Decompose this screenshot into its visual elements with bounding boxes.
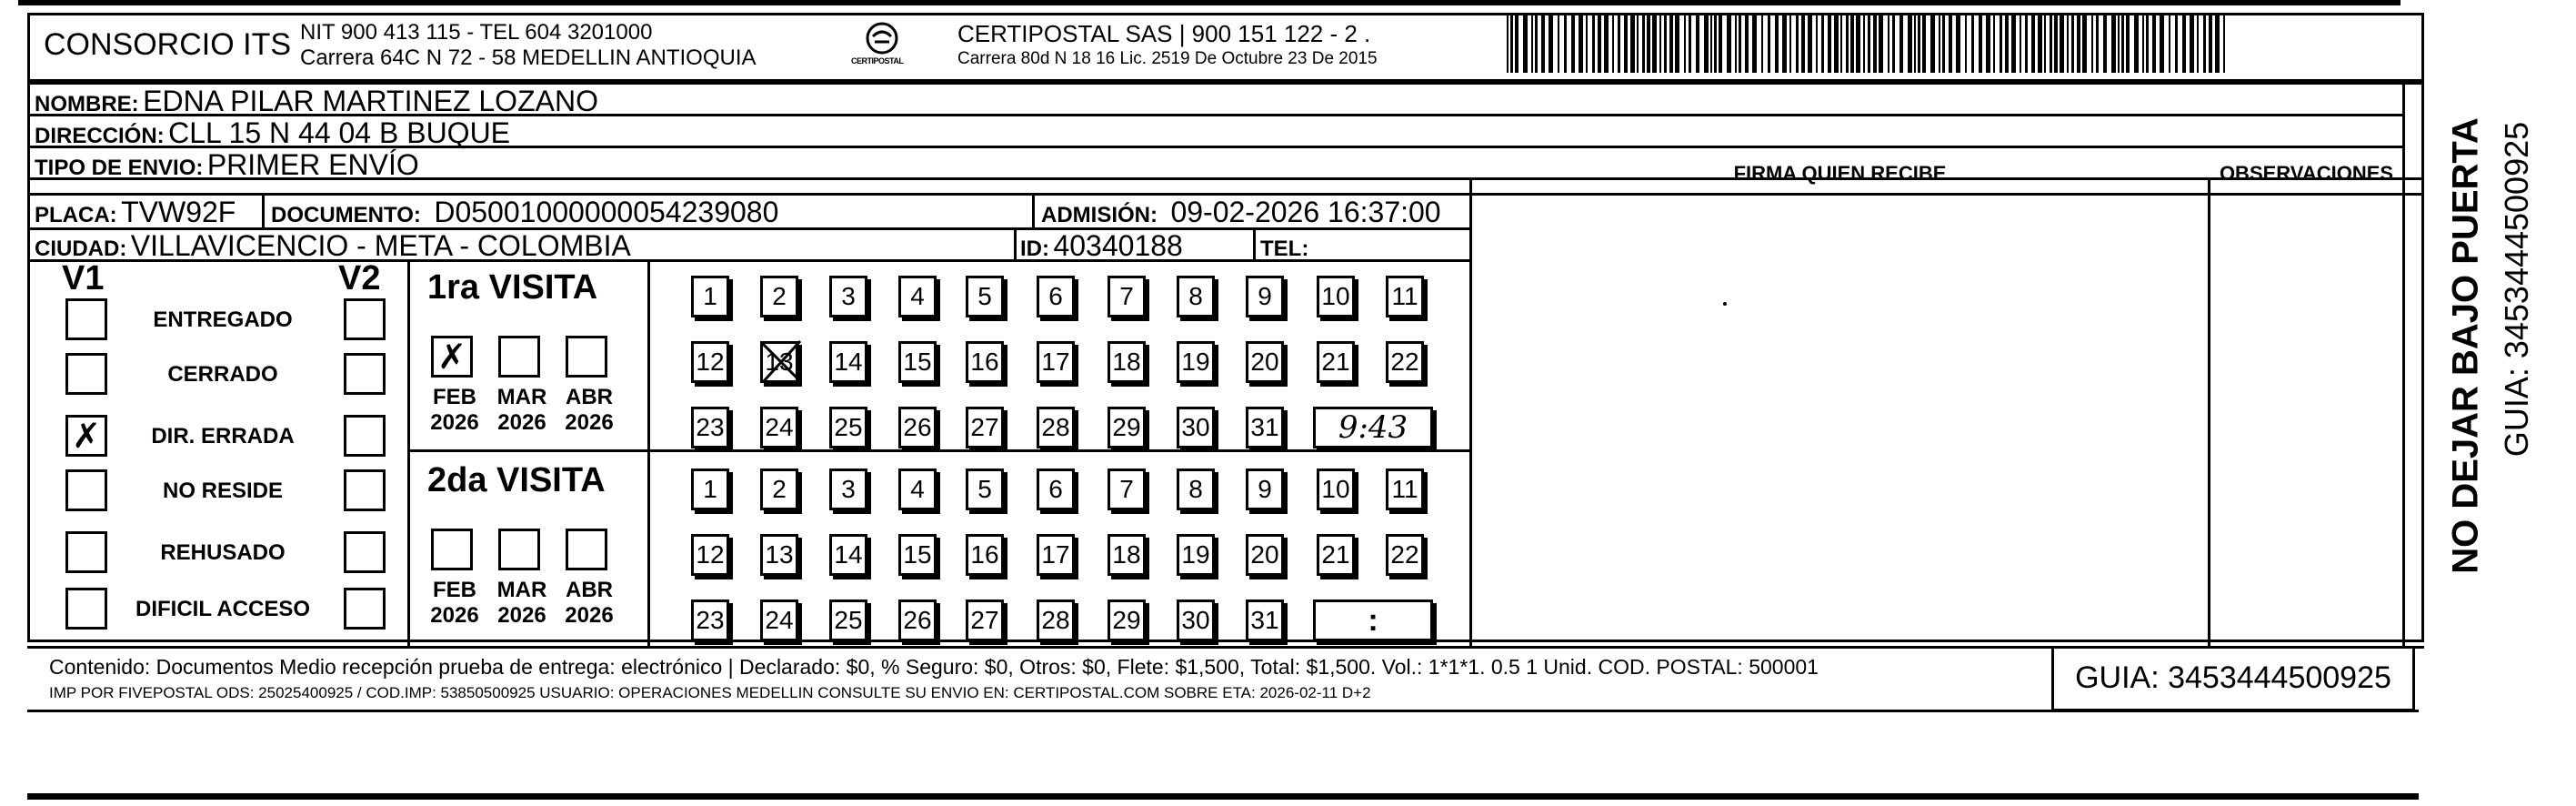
admission-value: 09-02-2026 16:37:00 xyxy=(1170,196,1441,228)
v2-checkbox[interactable] xyxy=(344,353,386,395)
barcode-bar xyxy=(1949,13,1952,73)
barcode-bar xyxy=(2142,13,2144,73)
company-name: CONSORCIO ITS xyxy=(44,27,292,62)
v2-checkbox[interactable] xyxy=(344,415,386,457)
barcode-bar xyxy=(1908,13,1912,73)
month-name: MAR xyxy=(496,385,547,409)
barcode-bar xyxy=(1704,13,1709,73)
barcode-bar xyxy=(1630,13,1635,73)
day-box[interactable]: 23 xyxy=(691,407,729,448)
id-label: ID: xyxy=(1020,237,1049,261)
barcode-bar xyxy=(2146,13,2149,73)
barcode-bar xyxy=(2044,13,2046,73)
barcode-bar xyxy=(2223,13,2225,73)
city-value: VILLAVICENCIO - META - COLOMBIA xyxy=(130,229,631,262)
v2-checkbox[interactable] xyxy=(344,588,386,630)
barcode-bar xyxy=(1846,13,1849,73)
barcode-bar xyxy=(1624,13,1628,73)
barcode-bar xyxy=(2160,13,2164,73)
content-line: Contenido: Documentos Medio recepción prueba de entrega: electrónico | Declarado: $0, % Seguro: $0, Otros: $0, Flete: $1,500, Total: $1,500. Vol.: 1*1*1. 0.5 1 Unid. COD. POSTAL: 500001 xyxy=(49,655,1819,679)
barcode-bar xyxy=(1727,13,1731,73)
day-box[interactable]: 10 xyxy=(1317,276,1355,317)
barcode-bar xyxy=(1549,13,1553,73)
day-box[interactable]: 21 xyxy=(1317,341,1355,383)
day-box[interactable]: 22 xyxy=(1386,534,1424,576)
footer-guia: GUIA: 3453444500925 xyxy=(2075,660,2391,695)
month-checkbox[interactable] xyxy=(566,529,607,570)
day-box[interactable]: 29 xyxy=(1108,599,1146,641)
month-label xyxy=(493,578,551,629)
barcode-bar xyxy=(2203,13,2206,73)
barcode-bar xyxy=(1768,13,1770,73)
barcode-bar xyxy=(2134,13,2139,73)
day-box[interactable]: 28 xyxy=(1037,407,1075,448)
day-box[interactable]: 8 xyxy=(1177,468,1215,510)
barcode-bar xyxy=(2054,13,2058,73)
plate-value: TVW92F xyxy=(121,196,236,228)
barcode-bar xyxy=(1965,13,1967,73)
signature-header: FIRMA QUIEN RECIBE xyxy=(1733,162,1947,185)
barcode-bar xyxy=(1669,13,1673,73)
day-box[interactable]: 18 xyxy=(1108,534,1146,576)
barcode-bar xyxy=(1761,13,1763,73)
v1-checkbox[interactable] xyxy=(65,469,107,511)
barcode-bar xyxy=(2175,13,2178,73)
barcode-bar xyxy=(2118,13,2120,73)
barcode-bar xyxy=(1652,13,1657,73)
plate-label: PLACA: xyxy=(35,203,117,227)
barcode-bar xyxy=(2067,13,2069,73)
v2-checkbox[interactable] xyxy=(344,469,386,511)
month-label xyxy=(426,578,484,629)
barcode-bar xyxy=(2152,13,2156,73)
barcode-bar xyxy=(1571,13,1575,73)
month-check-mark: ✗ xyxy=(437,337,466,377)
v1-check-mark: ✗ xyxy=(72,416,101,456)
barcode-bar xyxy=(1918,13,1920,73)
barcode-bar xyxy=(2038,13,2042,73)
v1-checkbox[interactable] xyxy=(65,531,107,573)
barcode-bar xyxy=(1986,13,1990,73)
month-year: 2026 xyxy=(497,603,546,628)
day-box[interactable]: 12 xyxy=(691,341,729,383)
barcode-bar xyxy=(1892,13,1895,73)
side-guia: GUIA: 3453444500925 xyxy=(2498,121,2535,458)
day-box[interactable]: 3 xyxy=(829,468,867,510)
day-box[interactable]: 15 xyxy=(898,534,937,576)
barcode-bar xyxy=(1637,13,1639,73)
barcode-bar xyxy=(1879,13,1883,73)
barcode-bar xyxy=(1604,13,1609,73)
barcode-bar xyxy=(1664,13,1667,73)
barcode-bar xyxy=(1586,13,1588,73)
barcode-bar xyxy=(2215,13,2220,73)
day-box[interactable]: 5 xyxy=(966,468,1004,510)
barcode-bar xyxy=(1834,13,1839,73)
name-label: NOMBRE: xyxy=(35,92,139,116)
month-checkbox[interactable] xyxy=(431,336,473,378)
barcode-bar xyxy=(2050,13,2052,73)
month-label xyxy=(560,578,618,629)
city-label: CIUDAD: xyxy=(35,237,127,261)
month-label xyxy=(426,385,484,436)
month-name: ABR xyxy=(566,578,613,602)
barcode-bar xyxy=(1922,13,1926,73)
shipment-type: PRIMER ENVÍO xyxy=(206,148,419,181)
barcode-bar xyxy=(1775,13,1779,73)
month-year: 2026 xyxy=(497,410,546,435)
day-box[interactable]: 9 xyxy=(1246,468,1284,510)
day-box[interactable]: 22 xyxy=(1386,341,1424,383)
barcode-bar xyxy=(1564,13,1567,73)
month-checkbox[interactable] xyxy=(566,336,607,378)
v2-checkbox[interactable] xyxy=(344,531,386,573)
barcode-bar xyxy=(1647,13,1650,73)
barcode-bar xyxy=(1863,13,1865,73)
day-box[interactable]: 27 xyxy=(966,599,1004,641)
barcode-bar xyxy=(1801,13,1805,73)
carrier-line: CERTIPOSTAL SAS | 900 151 122 - 2 . xyxy=(957,20,1371,47)
barcode-bar xyxy=(2000,13,2002,73)
barcode-bar xyxy=(1558,13,1559,73)
v1-checkbox[interactable] xyxy=(65,415,107,457)
v1-checkbox[interactable] xyxy=(65,353,107,395)
barcode-bar xyxy=(2005,13,2009,73)
day-box[interactable]: 29 xyxy=(1108,407,1146,448)
barcode-bar xyxy=(1899,13,1903,73)
barcode-bar xyxy=(1618,13,1620,73)
day-box[interactable]: 6 xyxy=(1037,468,1075,510)
day-box[interactable]: 31 xyxy=(1246,407,1284,448)
v1-checkbox[interactable] xyxy=(65,298,107,340)
barcode-bar xyxy=(2077,13,2080,73)
barcode-bar xyxy=(1840,13,1842,73)
barcode-bar xyxy=(1714,13,1717,73)
day-box[interactable]: 5 xyxy=(966,276,1004,317)
day-box[interactable]: 26 xyxy=(898,599,937,641)
status-option-label: ENTREGADO xyxy=(153,307,293,332)
month-checkbox[interactable] xyxy=(498,529,540,570)
day-box[interactable]: 19 xyxy=(1177,341,1215,383)
status-option-label: DIR. ERRADA xyxy=(151,424,295,448)
barcode-bar xyxy=(1745,13,1749,73)
barcode-bar xyxy=(1873,13,1877,73)
barcode-bar xyxy=(1710,13,1712,73)
month-checkbox[interactable] xyxy=(431,529,473,570)
day-box[interactable]: 30 xyxy=(1177,407,1215,448)
barcode-bar xyxy=(1535,13,1538,73)
day-box[interactable]: 7 xyxy=(1108,276,1146,317)
top-rule xyxy=(18,0,2401,5)
barcode-bar xyxy=(2096,13,2099,73)
month-label xyxy=(560,385,618,436)
month-year: 2026 xyxy=(565,410,614,435)
barcode-bar xyxy=(1579,13,1583,73)
barcode-bar xyxy=(2071,13,2074,73)
observations-header: OBSERVACIONES xyxy=(2219,162,2394,185)
visit-title: 2da VISITA xyxy=(427,461,606,499)
status-option-label: REHUSADO xyxy=(160,540,286,565)
visit-time-field[interactable]: : xyxy=(1313,599,1433,641)
barcode-bar xyxy=(1752,13,1757,73)
barcode-bar xyxy=(2121,13,2124,73)
barcode-bar xyxy=(1598,13,1601,73)
day-box[interactable]: 20 xyxy=(1246,341,1284,383)
day-box[interactable]: 2 xyxy=(760,276,798,317)
barcode-bar xyxy=(1642,13,1645,73)
barcode-bar xyxy=(2169,13,2170,73)
month-year: 2026 xyxy=(430,410,479,435)
barcode-bar xyxy=(1828,13,1831,73)
recipient-address: CLL 15 N 44 04 B BUQUE xyxy=(168,116,511,149)
recipient-name: EDNA PILAR MARTINEZ LOZANO xyxy=(143,85,598,117)
v1-checkbox[interactable] xyxy=(65,588,107,630)
status-option-label: DIFICIL ACCESO xyxy=(135,597,310,621)
barcode-bar xyxy=(1510,13,1513,73)
day-box[interactable]: 13 xyxy=(760,534,798,576)
barcode-bar xyxy=(1850,13,1854,73)
barcode-bar xyxy=(1914,13,1916,73)
day-box[interactable]: 18 xyxy=(1108,341,1146,383)
barcode-bar xyxy=(1782,13,1787,73)
barcode-bar xyxy=(1696,13,1699,73)
document-label: DOCUMENTO: xyxy=(271,203,421,227)
day-box[interactable]: 24 xyxy=(760,407,798,448)
day-box[interactable]: 11 xyxy=(1386,276,1424,317)
barcode-bar xyxy=(1659,13,1661,73)
barcode-bar xyxy=(1739,13,1741,73)
day-box[interactable]: 27 xyxy=(966,407,1004,448)
barcode-bar xyxy=(1796,13,1799,73)
signature-area[interactable] xyxy=(1475,198,2202,640)
certipostal-logo xyxy=(851,18,909,73)
day-box[interactable]: 17 xyxy=(1037,341,1075,383)
day-box[interactable]: 16 xyxy=(966,534,1004,576)
day-box[interactable]: 3 xyxy=(829,276,867,317)
visit-time-field[interactable]: 9:43 xyxy=(1313,407,1433,448)
barcode-bar xyxy=(2111,13,2116,73)
v2-checkbox[interactable] xyxy=(344,298,386,340)
month-name: FEB xyxy=(433,578,476,602)
v1-header: V1 xyxy=(62,259,105,297)
day-box[interactable]: 4 xyxy=(898,276,937,317)
barcode-bar xyxy=(1719,13,1722,73)
day-box[interactable]: 10 xyxy=(1317,468,1355,510)
barcode-bar xyxy=(1689,13,1691,73)
barcode-bar xyxy=(1507,13,1509,73)
day-box[interactable]: 1 xyxy=(691,468,729,510)
month-checkbox[interactable] xyxy=(498,336,540,378)
day-box[interactable]: 8 xyxy=(1177,276,1215,317)
barcode-bar xyxy=(2020,13,2021,73)
status-option-label: NO RESIDE xyxy=(162,479,284,503)
barcode-bar xyxy=(2011,13,2016,73)
month-year: 2026 xyxy=(565,603,614,628)
company-address: Carrera 64C N 72 - 58 MEDELLIN ANTIOQUIA xyxy=(300,45,757,70)
day-box[interactable]: 24 xyxy=(760,599,798,641)
v2-header: V2 xyxy=(338,259,381,297)
barcode-bar xyxy=(2197,13,2199,73)
day-box[interactable]: 2 xyxy=(760,468,798,510)
day-box[interactable]: 16 xyxy=(966,341,1004,383)
barcode-bar xyxy=(1541,13,1545,73)
barcode-bar xyxy=(1735,13,1737,73)
observations-area[interactable] xyxy=(2213,198,2399,640)
day-box[interactable]: 13 xyxy=(760,341,798,383)
status-option-label: CERRADO xyxy=(167,362,278,387)
barcode-bar xyxy=(1942,13,1945,73)
barcode-bar xyxy=(1993,13,1995,73)
day-box[interactable]: 28 xyxy=(1037,599,1075,641)
day-box[interactable]: 17 xyxy=(1037,534,1075,576)
visit-title: 1ra VISITA xyxy=(427,268,598,307)
day-box[interactable]: 23 xyxy=(691,599,729,641)
barcode-bar xyxy=(1675,13,1679,73)
no-dejar-bajo-puerta: NO DEJAR BAJO PUERTA xyxy=(2445,117,2486,574)
day-box[interactable]: 19 xyxy=(1177,534,1215,576)
barcode-bar xyxy=(1592,13,1595,73)
tel-label: TEL: xyxy=(1260,237,1309,261)
day-box[interactable]: 21 xyxy=(1317,534,1355,576)
nit-line: NIT 900 413 115 - TEL 604 3201000 xyxy=(300,20,653,45)
barcode-bar xyxy=(1868,13,1870,73)
signature-dot xyxy=(1723,302,1727,306)
barcode-bar xyxy=(1684,13,1686,73)
barcode-bar xyxy=(1971,13,1974,73)
day-box[interactable]: 20 xyxy=(1246,534,1284,576)
day-box[interactable]: 31 xyxy=(1246,599,1284,641)
barcode-bar xyxy=(2060,13,2064,73)
day-box[interactable]: 4 xyxy=(898,468,937,510)
barcode-bar xyxy=(2082,13,2087,73)
imp-line: IMP POR FIVEPOSTAL ODS: 25025400925 / COD.IMP: 53850500925 USUARIO: OPERACIONES MEDELLIN CONSULTE SU ENVIO EN: CERTIPOSTAL.COM SOBRE ETA: 2026-02-11 D+2 xyxy=(49,684,1371,701)
day-box[interactable]: 9 xyxy=(1246,276,1284,317)
document-value: D05001000000054239080 xyxy=(434,196,779,228)
day-box[interactable]: 14 xyxy=(829,534,867,576)
barcode-bar xyxy=(1789,13,1791,73)
barcode-bar xyxy=(2190,13,2194,73)
license-line: Carrera 80d N 18 16 Lic. 2519 De Octubre 23 De 2015 xyxy=(957,49,1378,68)
barcode-bar xyxy=(1808,13,1812,73)
barcode-bar xyxy=(2025,13,2028,73)
admission-label: ADMISIÓN: xyxy=(1041,203,1158,227)
day-box[interactable]: 30 xyxy=(1177,599,1215,641)
day-box[interactable]: 25 xyxy=(829,407,867,448)
barcode-bar xyxy=(1816,13,1818,73)
barcode-bar xyxy=(1930,13,1935,73)
barcode-bar xyxy=(1515,13,1519,73)
logo-text: CERTIPOSTAL xyxy=(851,56,904,65)
month-name: ABR xyxy=(566,385,613,409)
day-box[interactable]: 25 xyxy=(829,599,867,641)
barcode-bar xyxy=(1939,13,1940,73)
month-name: MAR xyxy=(496,578,547,602)
day-box[interactable]: 7 xyxy=(1108,468,1146,510)
type-label: TIPO DE ENVIO: xyxy=(35,156,204,180)
barcode-bar xyxy=(1979,13,1982,73)
barcode-bar xyxy=(2209,13,2212,73)
barcode-bar xyxy=(2091,13,2093,73)
barcode-bar xyxy=(1956,13,1960,73)
bottom-rule xyxy=(27,793,2419,800)
barcode-bar xyxy=(1531,13,1533,73)
barcode-bar xyxy=(2103,13,2107,73)
month-name: FEB xyxy=(433,385,476,409)
month-year: 2026 xyxy=(430,603,479,628)
barcode xyxy=(1505,13,2232,73)
id-value: 40340188 xyxy=(1053,229,1183,262)
day-box[interactable]: 15 xyxy=(898,341,937,383)
day-box[interactable]: 1 xyxy=(691,276,729,317)
address-label: DIRECCIÓN: xyxy=(35,124,165,148)
barcode-bar xyxy=(1888,13,1889,73)
day-box[interactable]: 14 xyxy=(829,341,867,383)
month-label xyxy=(493,385,551,436)
barcode-bar xyxy=(1856,13,1860,73)
day-box[interactable]: 11 xyxy=(1386,468,1424,510)
barcode-bar xyxy=(2031,13,2035,73)
barcode-bar xyxy=(2182,13,2186,73)
barcode-bar xyxy=(1612,13,1614,73)
barcode-bar xyxy=(1821,13,1824,73)
day-box[interactable]: 26 xyxy=(898,407,937,448)
barcode-bar xyxy=(2126,13,2130,73)
day-box[interactable]: 6 xyxy=(1037,276,1075,317)
day-box[interactable]: 12 xyxy=(691,534,729,576)
barcode-bar xyxy=(1523,13,1528,73)
